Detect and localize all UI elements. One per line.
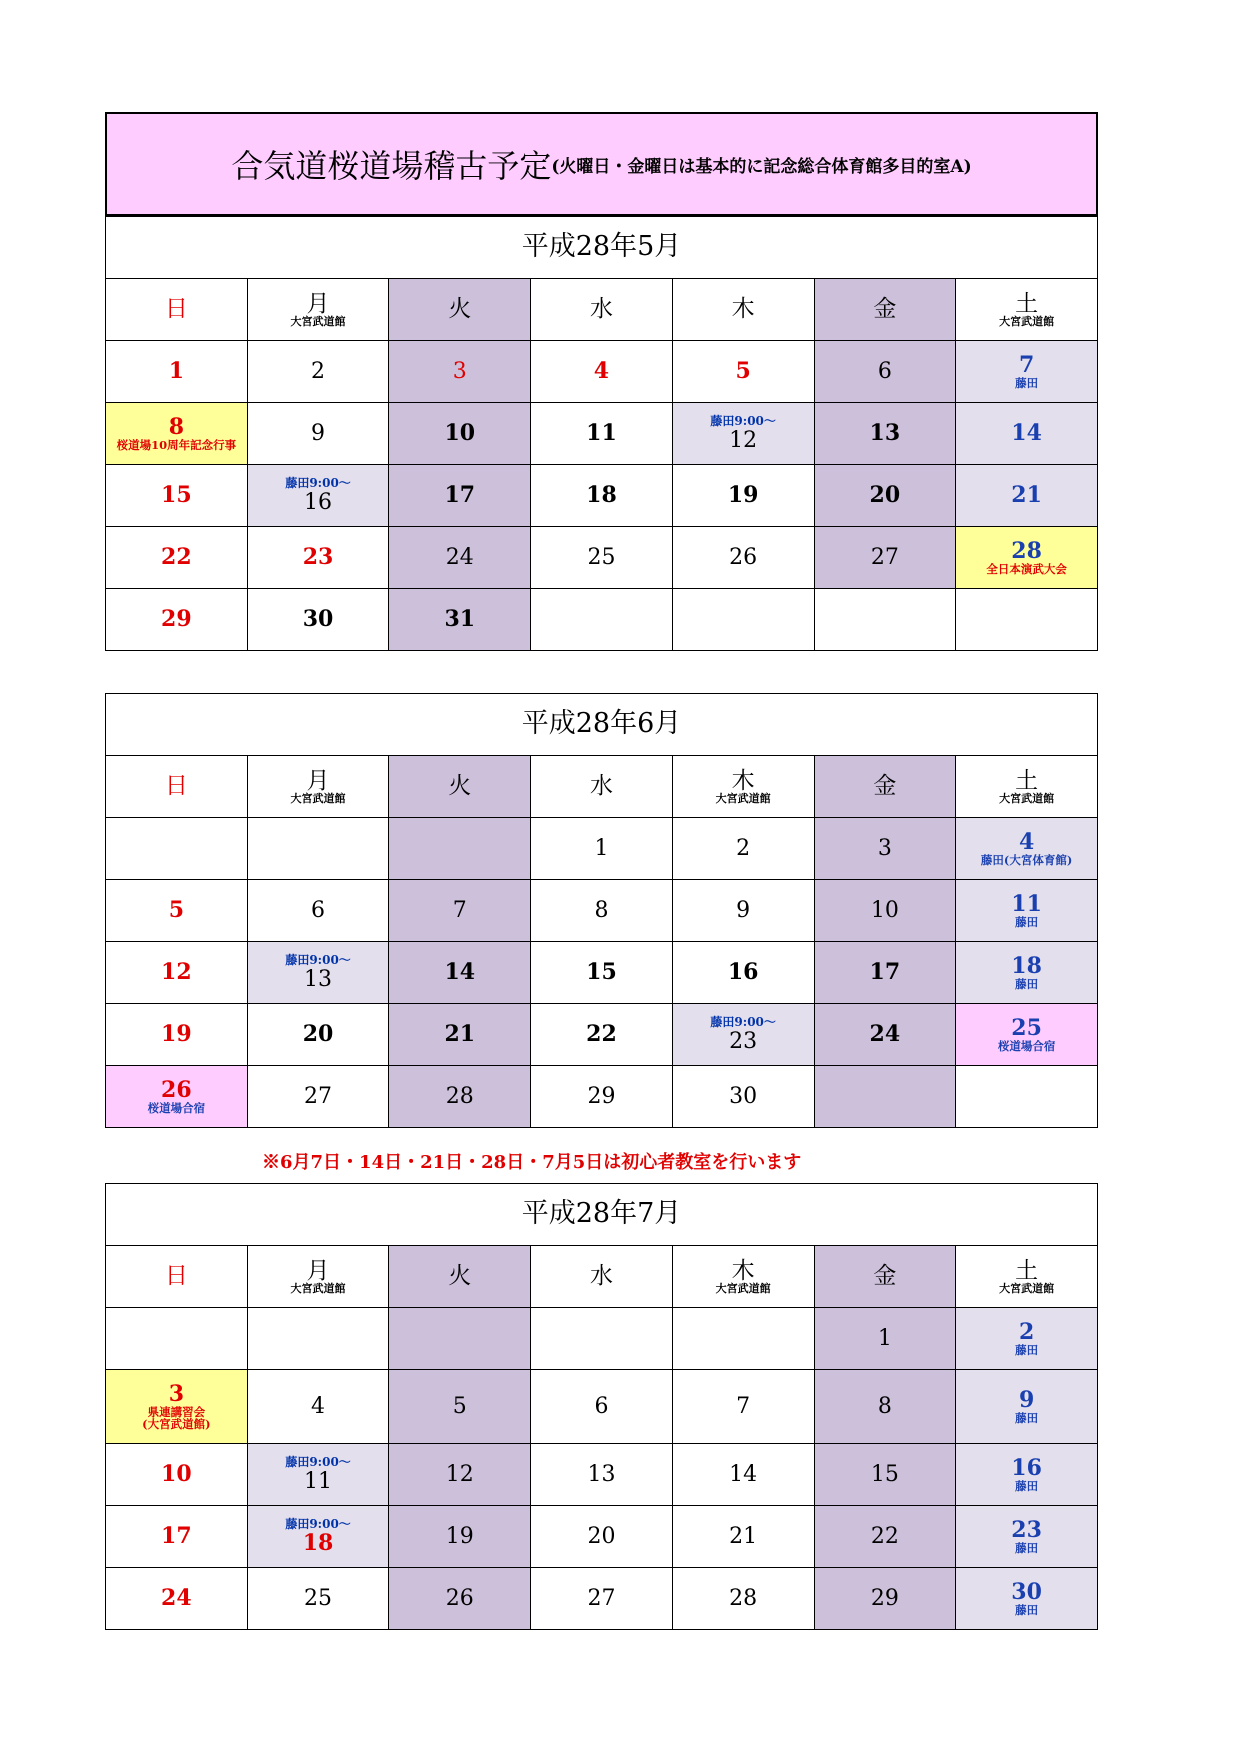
day-cell [247,403,389,465]
weekday-label: 日 [164,773,188,800]
day-cell [672,1568,814,1630]
day-cell [106,1066,248,1128]
day-number: 26 [161,1076,192,1103]
day-number: 4 [311,1393,326,1419]
day-number: 8 [594,897,609,923]
day-cell [247,527,389,589]
day-cell [814,818,956,880]
day-cell [247,465,389,527]
day-cell [531,589,673,651]
day-cell [247,818,389,880]
weekday-label: 金 [873,773,897,800]
weekday-venue: 大宮武道館 [715,1281,771,1295]
weekday-label: 土 [1015,1257,1039,1284]
calendar-may [105,216,1098,651]
day-cell [247,1370,389,1444]
day-cell [672,1066,814,1128]
event-venue: (大宮武道館) [142,1417,211,1432]
day-cell [531,465,673,527]
day-cell [247,1308,389,1370]
day-number: 16 [304,490,333,516]
day-number: 28 [729,1585,758,1611]
day-cell [106,1004,248,1066]
day-cell [814,1506,956,1568]
day-number: 15 [586,958,617,985]
day-cell [814,1370,956,1444]
day-number: 30 [302,605,334,632]
day-number: 12 [161,958,192,985]
week-row [106,942,1098,1004]
day-cell [531,1066,673,1128]
weekday-label: 木 [731,767,755,794]
weekday-label: 木 [731,296,755,323]
weekday-venue: 大宮武道館 [999,314,1055,328]
day-number: 23 [729,1029,758,1055]
day-number: 21 [444,1020,476,1047]
day-cell [814,1444,956,1506]
week-row [106,341,1098,403]
day-cell [956,1066,1098,1128]
weekday-header-fri [814,279,956,341]
day-number: 1 [877,1325,892,1351]
day-cell [956,1308,1098,1370]
day-number: 10 [444,419,476,446]
day-number: 27 [870,544,899,570]
day-number: 19 [445,1523,474,1549]
day-number: 7 [1018,351,1035,378]
day-number: 3 [877,835,892,861]
day-number: 3 [452,358,467,384]
day-number: 28 [1011,537,1042,564]
day-cell [106,880,248,942]
day-cell [531,1370,673,1444]
day-number: 29 [870,1585,899,1611]
day-cell [672,1506,814,1568]
day-cell [814,1066,956,1128]
weekday-venue: 大宮武道館 [290,1281,346,1295]
weekday-venue: 大宮武道館 [715,791,771,805]
day-cell [106,1444,248,1506]
day-cell [672,818,814,880]
event-note: 藤田9:00～ [710,413,776,428]
week-row [106,880,1098,942]
day-number: 27 [304,1083,333,1109]
day-cell [247,880,389,942]
day-cell [531,1004,673,1066]
day-cell [389,589,531,651]
weekday-header-mon [247,279,389,341]
day-cell [814,1308,956,1370]
weekday-header-fri [814,1246,956,1308]
day-cell [531,1444,673,1506]
day-number: 19 [727,481,759,508]
day-number: 16 [727,958,759,985]
day-number: 25 [1011,1014,1042,1041]
day-number: 5 [735,357,751,384]
weekday-header-mon [247,1246,389,1308]
weekday-label: 月 [306,290,330,317]
weekday-header-wed [531,756,673,818]
day-cell [672,1004,814,1066]
week-row [106,1568,1098,1630]
event-label: 藤田 [1015,1479,1039,1494]
day-number: 2 [736,835,751,861]
day-number: 7 [736,1393,751,1419]
calendar-june [105,693,1098,1128]
day-cell [814,1568,956,1630]
weekday-venue: 大宮武道館 [999,1281,1055,1295]
day-cell [247,1506,389,1568]
day-number: 16 [1011,1454,1042,1481]
day-cell [956,1444,1098,1506]
day-number: 17 [161,1522,192,1549]
day-cell [672,942,814,1004]
weekday-header-tue [389,756,531,818]
day-number: 26 [445,1585,474,1611]
day-number: 8 [877,1393,892,1419]
day-cell [956,1004,1098,1066]
day-cell [814,527,956,589]
day-number: 21 [1011,481,1042,508]
week-row [106,403,1098,465]
day-number: 9 [736,897,751,923]
week-row [106,589,1098,651]
event-label: 藤田(大宮体育館) [980,853,1073,868]
day-number: 3 [168,1380,184,1407]
day-cell [672,341,814,403]
weekday-header-sat [956,756,1098,818]
week-row [106,1308,1098,1370]
weekday-venue: 大宮武道館 [290,314,346,328]
day-number: 20 [587,1523,616,1549]
day-number: 9 [1018,1386,1035,1413]
page-title: 合気道桜道場稽古予定 [231,147,552,185]
day-cell [106,589,248,651]
weekday-label: 月 [306,1257,330,1284]
day-cell [106,527,248,589]
day-cell [814,880,956,942]
event-note: 藤田9:00～ [285,475,351,490]
day-cell [814,403,956,465]
day-number: 11 [304,1469,333,1495]
weekday-header-sat [956,1246,1098,1308]
event-note: 藤田9:00～ [710,1014,776,1029]
weekday-label: 水 [589,1263,613,1290]
day-cell [389,527,531,589]
weekday-label: 火 [448,296,472,323]
week-row [106,1506,1098,1568]
week-row [106,527,1098,589]
event-label: 桜道場10周年記念行事 [116,438,237,453]
day-number: 6 [594,1393,609,1419]
event-label: 藤田 [1015,376,1039,391]
day-cell [247,341,389,403]
day-cell [672,589,814,651]
day-cell [389,942,531,1004]
day-cell [531,527,673,589]
day-number: 15 [161,481,192,508]
day-cell [247,1444,389,1506]
day-number: 25 [304,1585,333,1611]
day-cell [389,465,531,527]
weekday-label: 火 [448,773,472,800]
day-number: 20 [302,1020,334,1047]
day-number: 30 [1011,1578,1042,1605]
day-number: 1 [594,835,609,861]
day-number: 24 [161,1584,192,1611]
event-note: 藤田9:00～ [285,952,351,967]
day-number: 2 [311,358,326,384]
day-number: 23 [302,543,334,570]
day-cell [389,1444,531,1506]
day-cell [531,880,673,942]
day-cell [814,465,956,527]
weekday-label: 水 [589,773,613,800]
day-number: 11 [1011,890,1042,917]
day-cell [389,1370,531,1444]
day-cell [814,341,956,403]
event-label: 桜道場合宿 [147,1101,206,1116]
weekday-label: 水 [589,296,613,323]
day-cell [672,880,814,942]
day-cell [956,1370,1098,1444]
day-number: 29 [161,605,192,632]
event-label: 藤田 [1015,1411,1039,1426]
day-cell [531,818,673,880]
day-number: 12 [445,1461,474,1487]
day-number: 23 [1011,1516,1042,1543]
weekday-label: 日 [164,296,188,323]
day-number: 6 [877,358,892,384]
weekday-header-mon [247,756,389,818]
day-cell [672,1444,814,1506]
day-cell [956,589,1098,651]
day-number: 13 [587,1461,616,1487]
day-number: 19 [161,1020,192,1047]
day-number: 7 [452,897,467,923]
day-cell [106,1506,248,1568]
weekday-label: 金 [873,296,897,323]
day-cell [956,1506,1098,1568]
day-cell [106,403,248,465]
day-cell [389,1506,531,1568]
day-cell [531,1568,673,1630]
day-number: 22 [870,1523,899,1549]
weekday-label: 火 [448,1263,472,1290]
day-cell [956,465,1098,527]
day-cell [106,818,248,880]
weekday-header-thu [672,756,814,818]
week-row [106,1444,1098,1506]
week-row [106,818,1098,880]
event-label: 桜道場合宿 [997,1039,1056,1054]
day-cell [814,589,956,651]
weekday-header-tue [389,279,531,341]
weekday-label: 土 [1015,290,1039,317]
day-cell [814,942,956,1004]
day-number: 15 [870,1461,899,1487]
weekday-header-sun [106,279,248,341]
day-cell [531,403,673,465]
weekday-header-thu [672,279,814,341]
beginner-class-notice: ※6月7日・14日・21日・28日・7月5日は初心者教室を行います [262,1152,802,1173]
event-label: 藤田 [1015,1541,1039,1556]
day-cell [672,465,814,527]
event-label: 藤田 [1015,977,1039,992]
day-cell [247,1066,389,1128]
day-cell [389,1066,531,1128]
day-cell [389,1308,531,1370]
day-cell [247,942,389,1004]
day-cell [389,818,531,880]
day-number: 26 [729,544,758,570]
day-cell [672,527,814,589]
day-cell [956,942,1098,1004]
weekday-header-tue [389,1246,531,1308]
day-number: 24 [869,1020,901,1047]
weekday-header-sun [106,1246,248,1308]
day-cell [531,1308,673,1370]
week-row [106,465,1098,527]
weekday-header-thu [672,1246,814,1308]
day-cell [106,465,248,527]
day-cell [389,403,531,465]
day-cell [389,341,531,403]
day-number: 18 [1011,952,1042,979]
day-cell [531,341,673,403]
day-cell [531,942,673,1004]
day-cell [106,1308,248,1370]
weekday-venue: 大宮武道館 [999,791,1055,805]
day-cell [389,1004,531,1066]
day-cell [956,527,1098,589]
weekday-header-wed [531,1246,673,1308]
day-number: 17 [444,481,476,508]
weekday-label: 金 [873,1263,897,1290]
day-number: 18 [586,481,617,508]
day-number: 14 [729,1461,758,1487]
week-row [106,1370,1098,1444]
day-cell [106,341,248,403]
day-cell [247,1004,389,1066]
day-number: 14 [444,958,476,985]
weekday-header-wed [531,279,673,341]
day-number: 10 [870,897,899,923]
day-number: 18 [302,1530,334,1557]
day-number: 22 [586,1020,617,1047]
weekday-header-sat [956,279,1098,341]
weekday-header-sun [106,756,248,818]
day-number: 6 [311,897,326,923]
day-cell [106,942,248,1004]
day-cell [531,1506,673,1568]
event-label: 県連講習会 [147,1404,206,1419]
calendar-july [105,1183,1098,1630]
day-number: 30 [729,1083,758,1109]
day-cell [956,818,1098,880]
event-label: 藤田 [1015,1603,1039,1618]
day-number: 1 [168,357,184,384]
day-number: 28 [445,1083,474,1109]
weekday-label: 木 [731,1257,755,1284]
day-cell [956,880,1098,942]
day-cell [956,341,1098,403]
day-cell [956,403,1098,465]
day-number: 31 [444,605,476,632]
day-cell [389,1568,531,1630]
event-label: 藤田 [1015,915,1039,930]
day-cell [389,880,531,942]
month-title: 平成28年5月 [106,217,1098,279]
day-number: 20 [869,481,901,508]
day-number: 24 [445,544,474,570]
day-number: 11 [586,419,617,446]
weekday-label: 月 [306,767,330,794]
day-cell [956,1568,1098,1630]
day-number: 25 [587,544,616,570]
day-cell [247,1568,389,1630]
day-number: 5 [452,1393,467,1419]
day-cell [672,1370,814,1444]
day-number: 2 [1018,1318,1035,1345]
day-number: 29 [587,1083,616,1109]
day-cell [814,1004,956,1066]
day-number: 14 [1011,419,1042,446]
event-note: 藤田9:00～ [285,1516,351,1531]
week-row [106,1066,1098,1128]
week-row [106,1004,1098,1066]
weekday-label: 土 [1015,767,1039,794]
day-number: 8 [168,413,184,440]
day-cell [672,1308,814,1370]
weekday-venue: 大宮武道館 [290,791,346,805]
day-number: 12 [729,428,758,454]
month-title: 平成28年7月 [106,1184,1098,1246]
weekday-label: 日 [164,1263,188,1290]
page-header [105,112,1098,216]
venue-note: (火曜日・金曜日は基本的に記念総合体育館多目的室A) [551,156,972,177]
day-number: 21 [729,1523,758,1549]
day-cell [106,1370,248,1444]
day-number: 9 [311,420,326,446]
day-number: 13 [304,967,333,993]
day-number: 17 [869,958,901,985]
day-cell [672,403,814,465]
day-number: 27 [587,1585,616,1611]
day-number: 4 [593,357,610,384]
month-title: 平成28年6月 [106,694,1098,756]
weekday-header-fri [814,756,956,818]
day-cell [106,1568,248,1630]
day-number: 13 [869,419,901,446]
event-label: 全日本演武大会 [986,562,1067,577]
day-number: 5 [168,896,184,923]
day-number: 22 [161,543,192,570]
day-cell [247,589,389,651]
event-note: 藤田9:00～ [285,1454,351,1469]
event-label: 藤田 [1015,1343,1039,1358]
day-number: 4 [1018,828,1035,855]
day-number: 10 [161,1460,192,1487]
